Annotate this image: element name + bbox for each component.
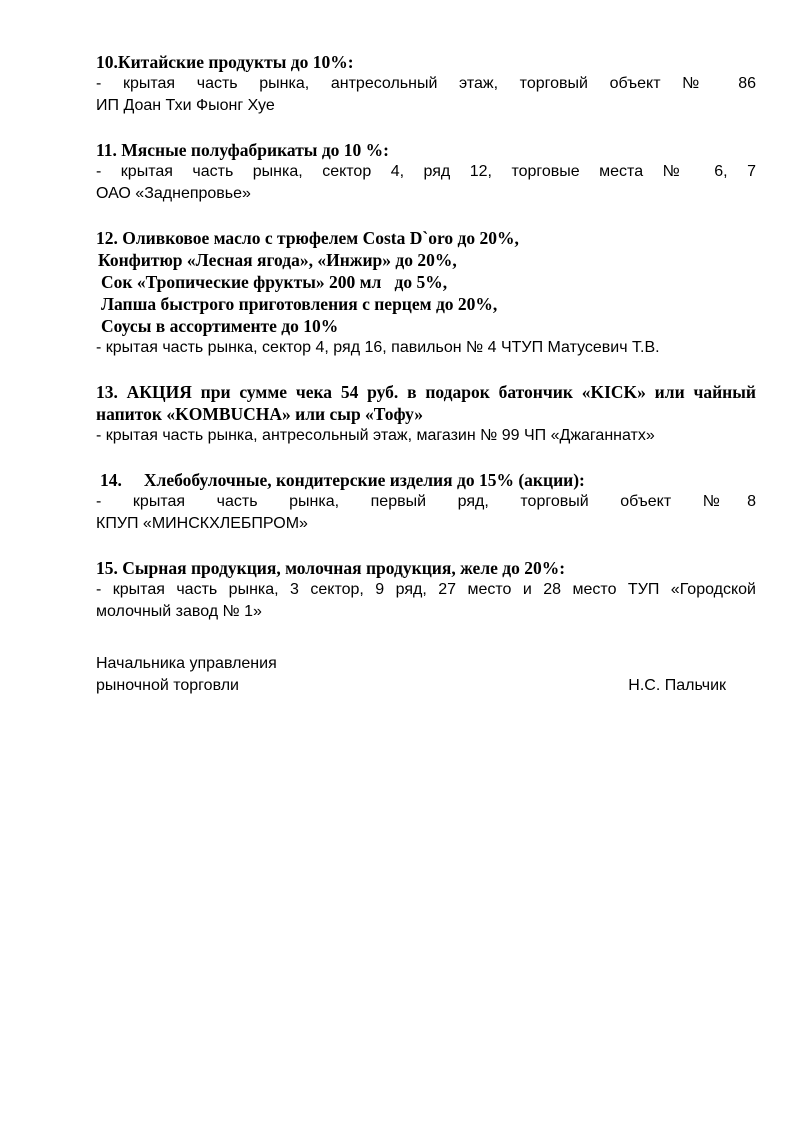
section-13-title-line2: напиток «KOMBUCHA» или сыр «Тофу» (96, 404, 424, 424)
section-14-title: Хлебобулочные, кондитерские изделия до 15% (акции): (143, 470, 585, 490)
section-12 (96, 227, 756, 359)
section-12-item: Конфитюр «Лесная ягода», «Инжир» до 20%, (98, 250, 457, 270)
section-14-detail-line1: - крытая часть рынка, первый ряд, торговый объект №8 (96, 493, 756, 510)
section-13-detail: - крытая часть рынка, антресольный этаж, магазин № 99 ЧП «Джаганнатх» (96, 427, 655, 444)
section-11 (96, 139, 756, 205)
section-11-detail-line2: ОАО «Заднепровье» (96, 185, 251, 202)
section-14-detail-line2: КПУП «МИНСКХЛЕБПРОМ» (96, 515, 308, 532)
section-12-detail: - крытая часть рынка, сектор 4, ряд 16, павильон № 4 ЧТУП Матусевич Т.В. (96, 339, 660, 356)
section-10-detail-line2: ИП Доан Тхи Фыонг Хуе (96, 97, 275, 114)
section-14 (96, 469, 756, 535)
section-15 (96, 557, 756, 623)
section-15-detail-line2: молочный завод № 1» (96, 603, 262, 620)
section-11-title: 11. Мясные полуфабрикаты до 10 %: (96, 140, 390, 160)
section-12-item: Сок «Тропические фрукты» 200 мл до 5%, (101, 272, 448, 292)
section-10-title: 10.Китайские продукты до 10%: (96, 52, 354, 72)
section-10 (96, 51, 756, 117)
signature-row (96, 675, 726, 697)
section-15-title: 15. Сырная продукция, молочная продукция, желе до 20%: (96, 558, 566, 578)
section-12-item: 12. Оливковое масло с трюфелем Costa D`oro до 20%, (96, 228, 519, 248)
section-11-detail-line1: - крытая часть рынка, сектор 4, ряд 12, торговые места № 6, 7 (96, 163, 756, 180)
section-13-title-line1: 13. АКЦИЯ при сумме чека 54 руб. в подарок батончик «KICK» или чайный (96, 382, 756, 402)
document-body (96, 51, 756, 645)
section-13 (96, 381, 756, 447)
section-10-detail-line1: - крытая часть рынка, антресольный этаж, торговый объект № 86 (96, 75, 756, 92)
section-12-item: Лапша быстрого приготовления с перцем до 20%, (101, 294, 498, 314)
signature-position-line1: Начальника управления (96, 655, 277, 672)
signature-name: Н.С. Пальчик (628, 677, 726, 694)
section-15-detail-line1: - крытая часть рынка, 3 сектор, 9 ряд, 27 место и 28 место ТУП «Городской (96, 581, 756, 598)
signature-block (96, 653, 726, 697)
section-14-number: 14. (100, 470, 122, 490)
signature-position-line2: рыночной торговли (96, 677, 239, 694)
section-12-item: Соусы в ассортименте до 10% (101, 316, 339, 336)
section-14-title-row (96, 469, 756, 491)
